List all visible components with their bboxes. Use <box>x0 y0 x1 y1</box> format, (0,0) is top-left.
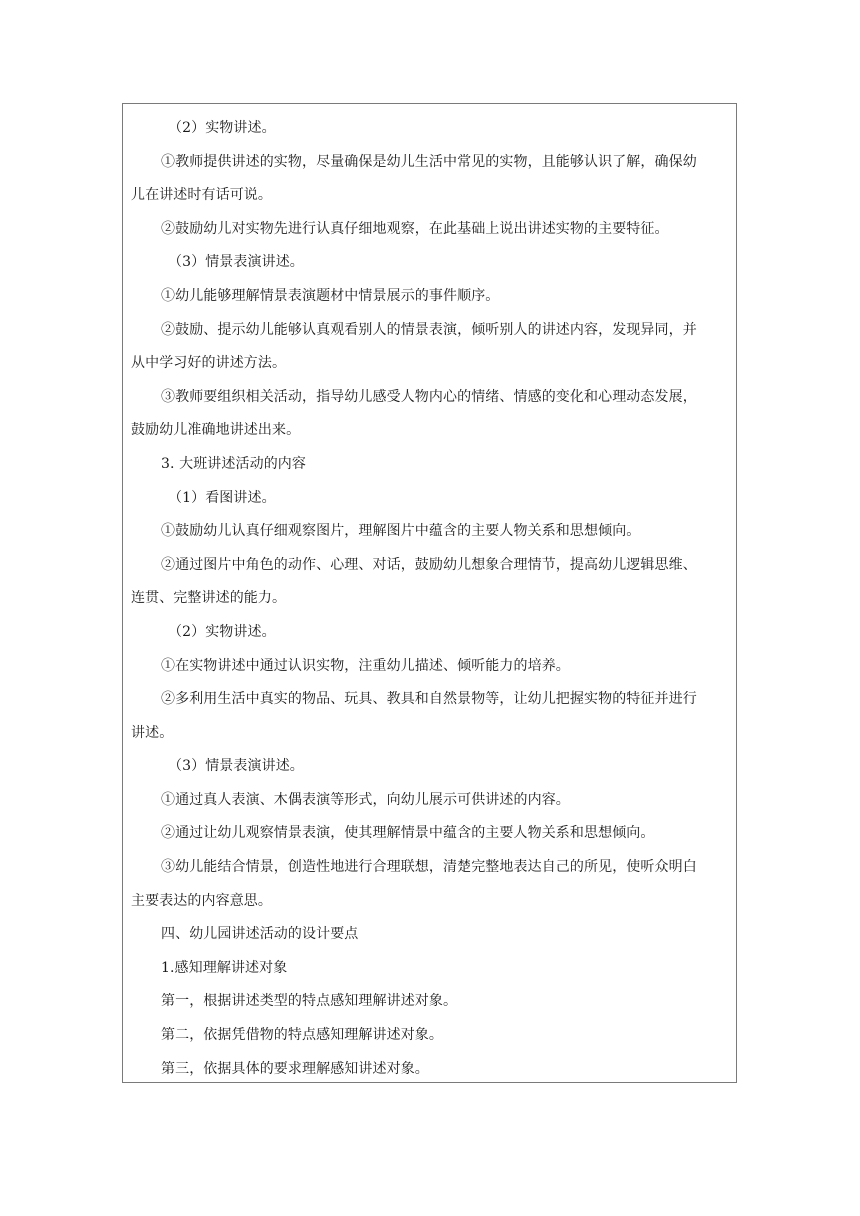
paragraph-line: ③幼儿能结合情景，创造性地进行合理联想，清楚完整地表达自己的所见，使听众明白 <box>161 859 697 876</box>
paragraph-line: ①在实物讲述中通过认识实物，注重幼儿描述、倾听能力的培养。 <box>161 657 570 674</box>
subheading: （1）看图讲述。 <box>168 489 276 506</box>
paragraph-line: ①鼓励幼儿认真仔细观察图片，理解图片中蕴含的主要人物关系和思想倾向。 <box>161 523 641 540</box>
paragraph-line: 连贯、完整讲述的能力。 <box>131 590 287 607</box>
paragraph-line: ③教师要组织相关活动，指导幼儿感受人物内心的情绪、情感的变化和心理动态发展， <box>161 388 697 405</box>
paragraph-line: ②多利用生活中真实的物品、玩具、教具和自然景物等，让幼儿把握实物的特征并进行 <box>161 691 697 708</box>
paragraph-line: ②通过让幼儿观察情景表演，使其理解情景中蕴含的主要人物关系和思想倾向。 <box>161 825 655 842</box>
paragraph-line: 第二，依据凭借物的特点感知理解讲述对象。 <box>161 1027 443 1044</box>
section-heading: 3. 大班讲述活动的内容 <box>161 455 307 472</box>
paragraph-line: 鼓励幼儿准确地讲述出来。 <box>131 422 301 439</box>
subheading: （2）实物讲述。 <box>168 120 276 136</box>
paragraph-line: ②鼓励、提示幼儿能够认真观看别人的情景表演，倾听别人的讲述内容，发现异同，并 <box>161 321 697 338</box>
paragraph-line: 主要表达的内容意思。 <box>131 892 272 909</box>
paragraph-line: 儿在讲述时有话可说。 <box>131 187 272 204</box>
paragraph-line: 第一，根据讲述类型的特点感知理解讲述对象。 <box>161 993 458 1010</box>
subheading: （3）情景表演讲述。 <box>168 254 304 271</box>
section-heading: 四、幼儿园讲述活动的设计要点 <box>161 926 359 943</box>
subheading: （2）实物讲述。 <box>168 623 276 640</box>
section-heading: 1.感知理解讲述对象 <box>161 959 288 976</box>
document-body <box>131 112 729 1086</box>
paragraph-line: ①幼儿能够理解情景表演题材中情景展示的事件顺序。 <box>161 287 500 304</box>
paragraph-line: ①教师提供讲述的实物，尽量确保是幼儿生活中常见的实物，且能够认识了解，确保幼 <box>161 153 697 170</box>
paragraph-line: ②鼓励幼儿对实物先进行认真仔细地观察，在此基础上说出讲述实物的主要特征。 <box>161 220 669 237</box>
subheading: （3）情景表演讲述。 <box>168 758 304 775</box>
paragraph-line: 从中学习好的讲述方法。 <box>131 355 287 372</box>
paragraph-line: 讲述。 <box>131 724 174 741</box>
paragraph-line: ①通过真人表演、木偶表演等形式，向幼儿展示可供讲述的内容。 <box>161 791 570 808</box>
paragraph-line: 第三，依据具体的要求理解感知讲述对象。 <box>161 1060 429 1077</box>
paragraph-line: ②通过图片中角色的动作、心理、对话，鼓励幼儿想象合理情节，提高幼儿逻辑思维、 <box>161 556 697 573</box>
